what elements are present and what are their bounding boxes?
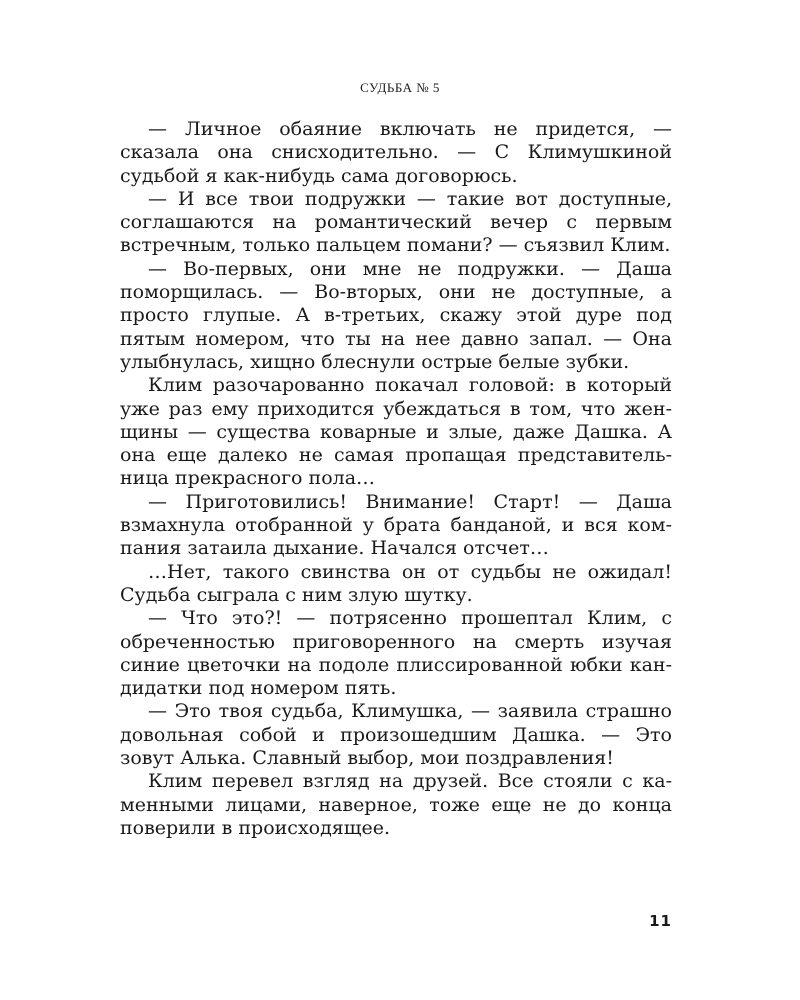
paragraph: — И все твои подружки — такие вот доступные, соглашаются на романтический вечер с первым встречным, только пальцем помани? — съязвил Клим. xyxy=(120,187,672,257)
running-title: СУДЬБА № 5 xyxy=(360,80,440,95)
paragraph: — Приготовились! Внимание! Старт! — Даша взмахнула отобранной у брата банданой, и вся компания затаила дыхание. Начался отсчет… xyxy=(120,490,672,560)
paragraph: Клим разочарованно покачал головой: в который уже раз ему приходится убеждаться в том, что женщины — существа коварные и злые, даже Дашка. А она еще далеко не самая пропащая представительница прекрасного пола… xyxy=(120,374,672,490)
page-number: 11 xyxy=(649,912,672,930)
paragraph: — Это твоя судьба, Климушка, — заявила страшно довольная собой и произошедшим Дашка. — Это зовут Алька. Славный выбор, мои поздравления! xyxy=(120,700,672,770)
paragraph: — Что это?! — потрясенно прошептал Клим, с обреченностью приговоренного на смерть изучая синие цветочки на подоле плиссированной юбки кандидатки под номером пять. xyxy=(120,607,672,700)
paragraph: — Во-первых, они мне не подружки. — Даша поморщилась. — Во-вторых, они не доступные, а просто глупые. А в-третьих, скажу этой дуре под пятым номером, что ты на нее давно запал. — Она улыбнулась, хищно блеснули острые белые зубки. xyxy=(120,257,672,373)
body-text xyxy=(120,118,672,840)
paragraph: …Нет, такого свинства он от судьбы не ожидал! Судьба сыграла с ним злую шутку. xyxy=(120,560,672,606)
paragraph: Клим перевел взгляд на друзей. Все стояли с каменными лицами, наверное, тоже еще не до конца поверили в происходящее. xyxy=(120,770,672,839)
paragraph: — Личное обаяние включать не придется, — сказала она снисходительно. — С Климушкиной судьбой я как-нибудь сама договорюсь. xyxy=(120,118,672,187)
